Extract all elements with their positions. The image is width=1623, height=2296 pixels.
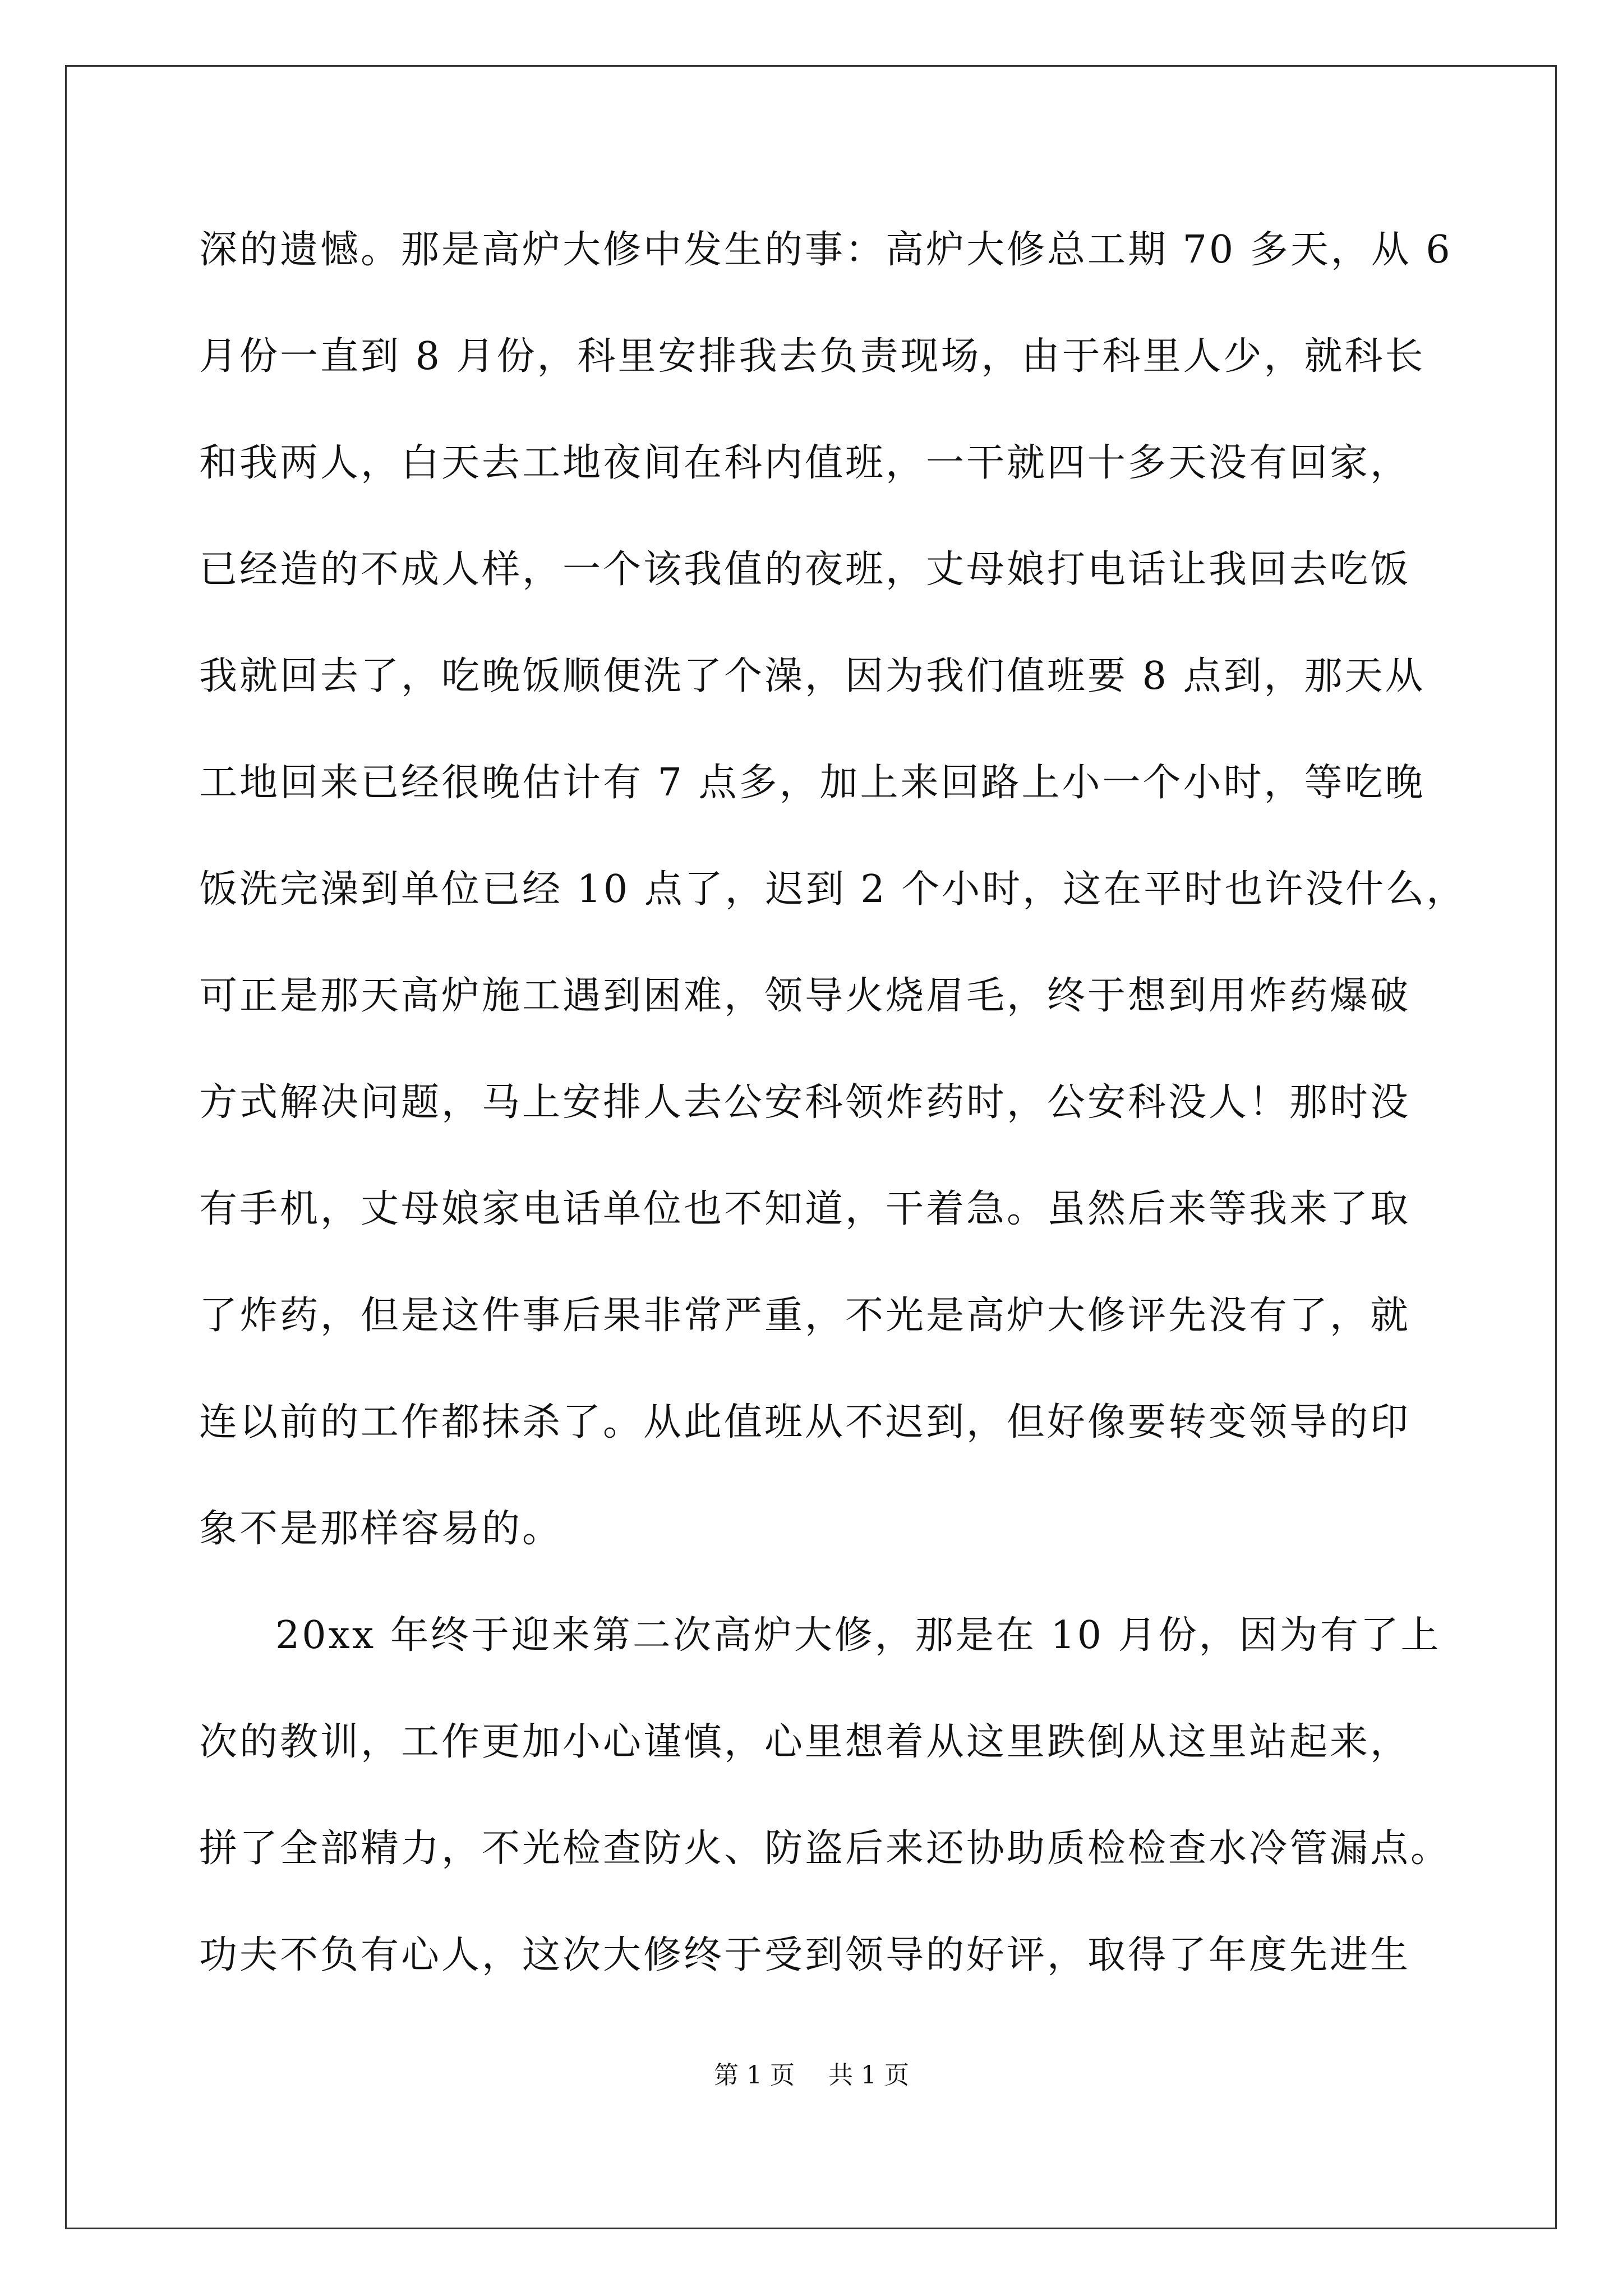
page-footer xyxy=(0,2059,1623,2092)
text-line: 象不是那样容易的。 xyxy=(199,1507,563,1551)
paragraph-start-line: 20xx 年终于迎来第二次高炉大修，那是在 10 月份，因为有了上 xyxy=(275,1613,1441,1658)
text-line: 已经造的不成人样，一个该我值的夜班，丈母娘打电话让我回去吃饭 xyxy=(199,547,1411,592)
text-line: 次的教训，工作更加小心谨慎，心里想着从这里跌倒从这里站起来， xyxy=(199,1720,1411,1764)
document-body xyxy=(199,222,1467,2034)
text-line: 饭洗完澡到单位已经 10 点了，迟到 2 个小时，这在平时也许没什么， xyxy=(199,867,1467,912)
page-number-total: 共 1 页 xyxy=(828,2061,909,2090)
text-line: 深的遗憾。那是高炉大修中发生的事：高炉大修总工期 70 多天，从 6 xyxy=(199,228,1453,272)
text-line: 和我两人，白天去工地夜间在科内值班，一干就四十多天没有回家， xyxy=(199,441,1411,485)
text-line: 了炸药，但是这件事后果非常严重，不光是高炉大修评先没有了，就 xyxy=(199,1294,1411,1338)
page-number-current: 第 1 页 xyxy=(714,2061,795,2090)
text-line: 我就回去了，吃晚饭顺便洗了个澡，因为我们值班要 8 点到，那天从 xyxy=(199,654,1426,698)
text-line: 工地回来已经很晚估计有 7 点多，加上来回路上小一个小时，等吃晚 xyxy=(199,761,1426,805)
text-line: 拼了全部精力，不光检查防火、防盗后来还协助质检检查水冷管漏点。 xyxy=(199,1826,1451,1871)
text-line: 功夫不负有心人，这次大修终于受到领导的好评，取得了年度先进生 xyxy=(199,1933,1411,1977)
text-line: 可正是那天高炉施工遇到困难，领导火烧眉毛，终于想到用炸药爆破 xyxy=(199,974,1411,1018)
text-line: 有手机，丈母娘家电话单位也不知道，干着急。虽然后来等我来了取 xyxy=(199,1187,1411,1231)
text-line: 月份一直到 8 月份，科里安排我去负责现场，由于科里人少，就科长 xyxy=(199,334,1426,379)
text-line: 方式解决问题，马上安排人去公安科领炸药时，公安科没人！那时没 xyxy=(199,1080,1411,1125)
text-line: 连以前的工作都抹杀了。从此值班从不迟到，但好像要转变领导的印 xyxy=(199,1400,1411,1444)
